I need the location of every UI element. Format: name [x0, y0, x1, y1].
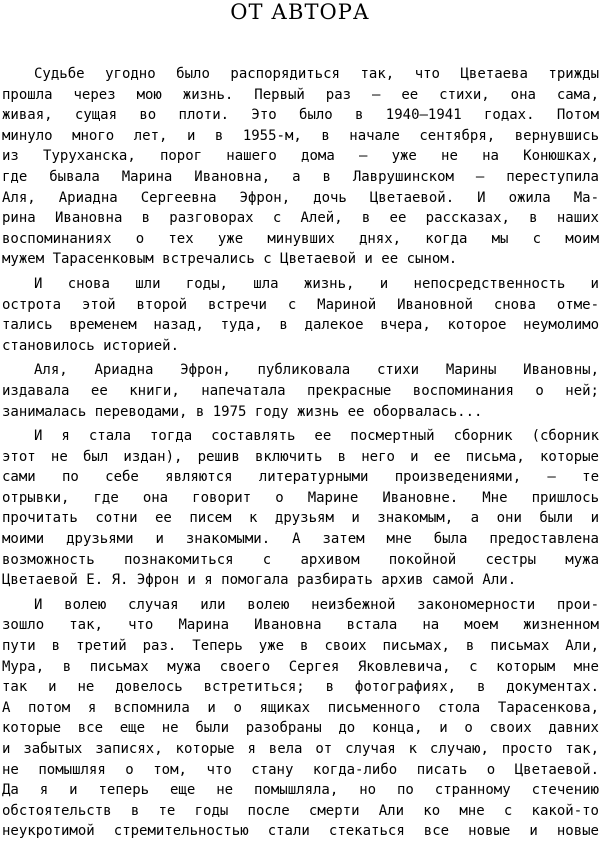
text-line: Мура, в письмах мужа своего Сергея Яковлевича, с которым мне	[2, 658, 599, 675]
body-text	[0, 64, 600, 842]
text-line: не помышляя о том, что стану когда-либо писать о Цветаевой.	[2, 761, 599, 778]
text-line: где бывала Марина Ивановна, а в Лаврушинском — переступила	[2, 168, 599, 185]
text-line: отрывки, где она говорит о Марине Ивановне. Мне пришлось	[2, 489, 599, 506]
text-line: неукротимой стремительностью стали стекаться все новые и новые	[2, 823, 599, 840]
page-title: ОТ АВТОРА	[230, 0, 370, 24]
text-line: Аля, Ариадна Сергеевна Эфрон, дочь Цветаевой. И ожила Ма-	[2, 189, 599, 206]
text-line: и забытых записях, которые я вела от случая к случаю, просто так,	[2, 741, 599, 757]
paragraph	[0, 426, 600, 591]
text-line: воспоминаниях о тех уже минувших днях, когда мы с моим	[2, 230, 599, 247]
text-line: острота этой второй встречи с Мариной Ивановной снова отме-	[2, 296, 599, 313]
paragraph	[0, 595, 600, 842]
text-line: этот не был издан), решив включить в него и ее письма, которые	[2, 448, 599, 465]
text-line: И снова шли годы, шла жизнь, и непосредственность и	[34, 275, 599, 292]
text-line: живая, сущая во плоти. Это было в 1940—1941 годах. Потом	[2, 107, 599, 124]
text-line: прочитать сотни ее писем к друзьям и знакомым, а они были и	[2, 510, 599, 527]
text-line: Аля, Ариадна Эфрон, публиковала стихи Марины Ивановны,	[34, 362, 599, 379]
text-line: возможность познакомиться с архивом покойной сестры мужа	[2, 551, 599, 568]
text-line: А потом я вспомнила и о ящиках письменного стола Тарасенкова,	[2, 699, 599, 716]
text-line: Судьбе угодно было распорядиться так, что Цветаева трижды	[34, 66, 599, 82]
text-line: так и не довелось встретиться; в фотографиях, в документах.	[2, 679, 599, 696]
text-line: Да я и теперь еще не помышляла, но по странному стечению	[2, 782, 599, 799]
text-line: пути в третий раз. Теперь уже в своих письмах, в письмах Али,	[2, 638, 599, 655]
text-line: И волею случая или волею неизбежной закономерности прои-	[34, 596, 599, 613]
text-line: занималась переводами, в 1975 году жизнь ее оборвалась...	[2, 403, 483, 420]
text-line: рина Ивановна в разговорах с Алей, в ее рассказах, в наших	[2, 210, 599, 227]
text-line: сами по себе являются литературными произведениями, — те	[2, 469, 599, 486]
text-line: мужем Тарасенковым встречались с Цветаевой и ее сыном.	[2, 251, 458, 268]
text-line: прошла через мою жизнь. Первый раз — ее стихи, она сама,	[2, 86, 599, 103]
text-line: И я стала тогда составлять ее посмертный сборник (сборник	[34, 428, 599, 445]
paragraph	[0, 360, 600, 422]
text-line: тались временем назад, туда, в далекое вчера, которое неумолимо	[2, 317, 599, 334]
text-line: которые все еще не были разобраны до конца, и о своих давних	[2, 720, 599, 737]
text-line: зошло так, что Марина Ивановна встала на моем жизненном	[2, 617, 599, 634]
text-line: Цветаевой Е. Я. Эфрон и я помогала разбирать архив самой Али.	[2, 572, 517, 589]
text-line: становилось историей.	[2, 337, 180, 354]
text-line: из Туруханска, порог нашего дома — уже не на Конюшках,	[2, 148, 599, 165]
text-line: издавала ее книги, напечатала прекрасные воспоминания о ней;	[2, 382, 599, 399]
text-line: минуло много лет, и в 1955-м, в начале сентября, вернувшись	[2, 127, 599, 144]
text-line: моими друзьями и знакомыми. А затем мне была предоставлена	[2, 531, 599, 548]
paragraph	[0, 64, 600, 270]
paragraph	[0, 274, 600, 356]
text-line: обстоятельств в те годы после смерти Али ко мне с какой-то	[2, 802, 599, 819]
